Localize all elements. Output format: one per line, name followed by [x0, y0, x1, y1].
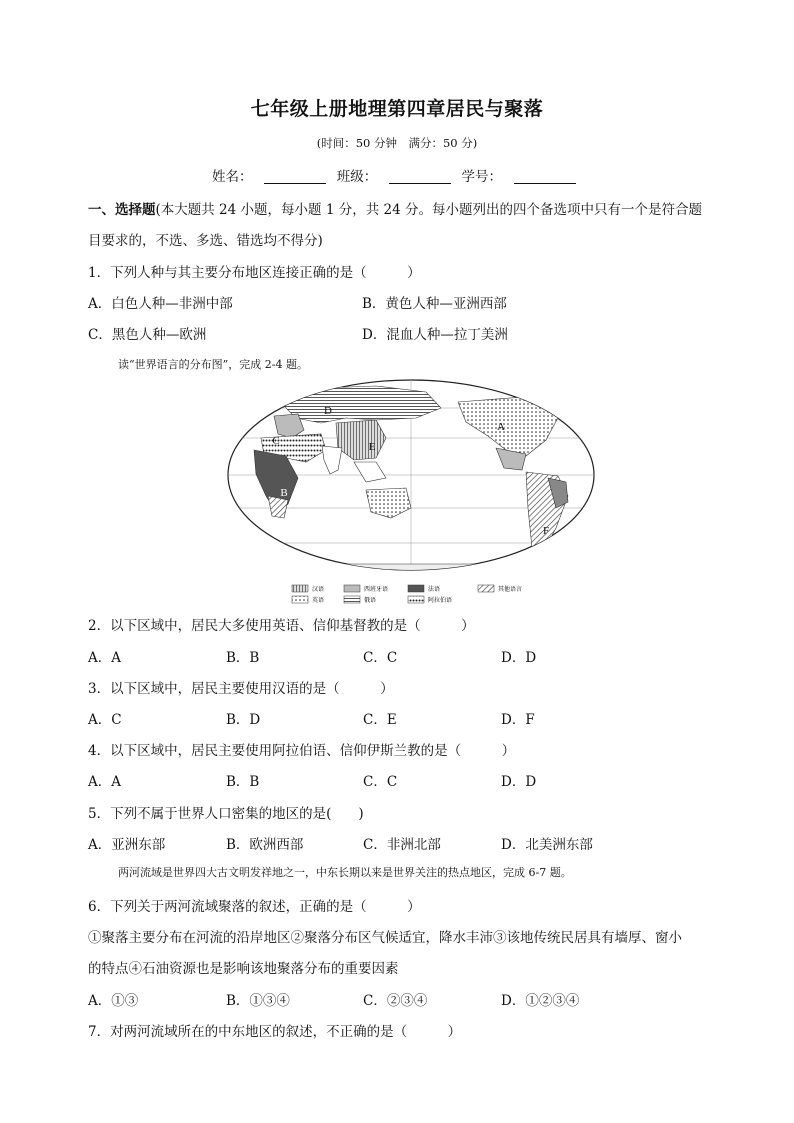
legend-spanish: 西班牙语 — [364, 586, 389, 593]
q5-option-a[interactable]: A．亚洲东部 — [88, 837, 166, 853]
question-6-body-2: 的特点④石油资源也是影响该地聚落分布的重要因素 — [88, 961, 399, 977]
q6-option-b[interactable]: B．①③④ — [226, 993, 290, 1009]
legend-arabic-swatch — [408, 596, 424, 603]
legend-spanish-swatch — [344, 585, 360, 592]
section-heading — [88, 198, 702, 218]
q1-option-b[interactable]: B．黄色人种—亚洲西部 — [362, 296, 507, 312]
question-1-stem: 1．下列人种与其主要分布地区连接正确的是（ ） — [88, 265, 421, 281]
map-label-d: D — [324, 405, 332, 417]
legend-chinese: 汉语 — [312, 586, 325, 593]
name-label: 姓名： — [211, 169, 253, 185]
section-title: 一、选择题 — [88, 202, 156, 218]
world-language-map — [226, 378, 596, 608]
map-label-f: F — [542, 525, 550, 537]
question-6-body-1: ①聚落主要分布在河流的沿岸地区②聚落分布区气候适宜，降水丰沛③该地传统民居具有墙厚、窗小 — [88, 930, 682, 946]
q5-option-c[interactable]: C．非洲北部 — [363, 837, 441, 853]
map-legend — [292, 585, 522, 604]
class-blank[interactable] — [389, 169, 451, 184]
map-label-c: C — [272, 435, 280, 447]
legend-arabic: 阿拉伯语 — [428, 597, 453, 604]
q6-option-c[interactable]: C．②③④ — [363, 993, 428, 1009]
russia-region — [281, 386, 441, 423]
page-title: 七年级上册地理第四章居民与聚落 — [250, 98, 544, 120]
student-info-row — [0, 165, 794, 185]
q3-option-b[interactable]: B．D — [226, 712, 261, 728]
legend-russian-swatch — [344, 596, 360, 603]
question-2-stem: 2．以下区域中，居民大多使用英语、信仰基督教的是（ ） — [88, 618, 475, 634]
name-blank[interactable] — [264, 169, 326, 184]
class-label: 班级： — [336, 169, 378, 185]
legend-french-swatch — [408, 585, 424, 592]
section-instructions-2: 目要求的，不选、多选、错选均不得分) — [88, 233, 323, 249]
q6-option-a[interactable]: A．①③ — [88, 993, 139, 1009]
antarctica — [226, 564, 596, 578]
question-6-stem: 6．下列关于两河流域聚落的叙述，正确的是（ ） — [88, 899, 421, 915]
q1-option-a[interactable]: A．白色人种—非洲中部 — [88, 296, 233, 312]
q4-option-a[interactable]: A．A — [88, 774, 121, 790]
q3-option-c[interactable]: C．E — [363, 712, 397, 728]
exam-time-score: (时间：50 分钟 满分：50 分) — [316, 136, 478, 150]
q1-option-d[interactable]: D．混血人种—拉丁美洲 — [362, 327, 508, 343]
student-id-label: 学号： — [461, 169, 503, 185]
map-label-b: B — [280, 487, 288, 499]
map-label-a: A — [497, 421, 505, 433]
question-5-stem: 5．下列不属于世界人口密集的地区的是( ) — [88, 806, 364, 822]
q5-option-d[interactable]: D．北美洲东部 — [501, 837, 593, 853]
q4-option-d[interactable]: D．D — [501, 774, 537, 790]
q6-option-d[interactable]: D．①②③④ — [501, 993, 580, 1009]
question-7-stem: 7．对两河流域所在的中东地区的叙述，不正确的是（ ） — [88, 1024, 462, 1040]
q2-option-b[interactable]: B．B — [226, 650, 260, 666]
legend-russian: 俄语 — [364, 597, 377, 604]
q2-option-d[interactable]: D．D — [501, 650, 537, 666]
student-id-blank[interactable] — [514, 169, 576, 184]
q2-option-a[interactable]: A．A — [88, 650, 121, 666]
legend-english-swatch — [292, 596, 308, 603]
q4-option-b[interactable]: B．B — [226, 774, 260, 790]
map-label-e: E — [368, 441, 376, 453]
question-4-stem: 4．以下区域中，居民主要使用阿拉伯语、信仰伊斯兰教的是（ ） — [88, 743, 516, 759]
legend-french: 法语 — [428, 586, 441, 593]
q4-option-c[interactable]: C．C — [363, 774, 398, 790]
q5-option-b[interactable]: B．欧洲西部 — [226, 837, 304, 853]
question-3-stem: 3．以下区域中，居民主要使用汉语的是（ ） — [88, 681, 394, 697]
q2-option-c[interactable]: C．C — [363, 650, 398, 666]
two-rivers-note: 两河流域是世界四大古文明发祥地之一，中东长期以来是世界关注的热点地区，完成 6-7 题。 — [118, 866, 572, 879]
legend-other: 其他语言 — [498, 586, 523, 593]
legend-chinese-swatch — [292, 585, 308, 592]
q3-option-d[interactable]: D．F — [501, 712, 535, 728]
legend-english: 英语 — [312, 597, 325, 604]
legend-other-swatch — [478, 585, 494, 592]
section-instructions-1: (本大题共 24 小题，每小题 1 分，共 24 分。每小题列出的四个备选项中只有一个是符合题 — [155, 202, 702, 218]
q1-option-c[interactable]: C．黑色人种—欧洲 — [88, 327, 207, 343]
map-intro-note: 读“世界语言的分布图”，完成 2-4 题。 — [118, 358, 308, 371]
q3-option-a[interactable]: A．C — [88, 712, 122, 728]
